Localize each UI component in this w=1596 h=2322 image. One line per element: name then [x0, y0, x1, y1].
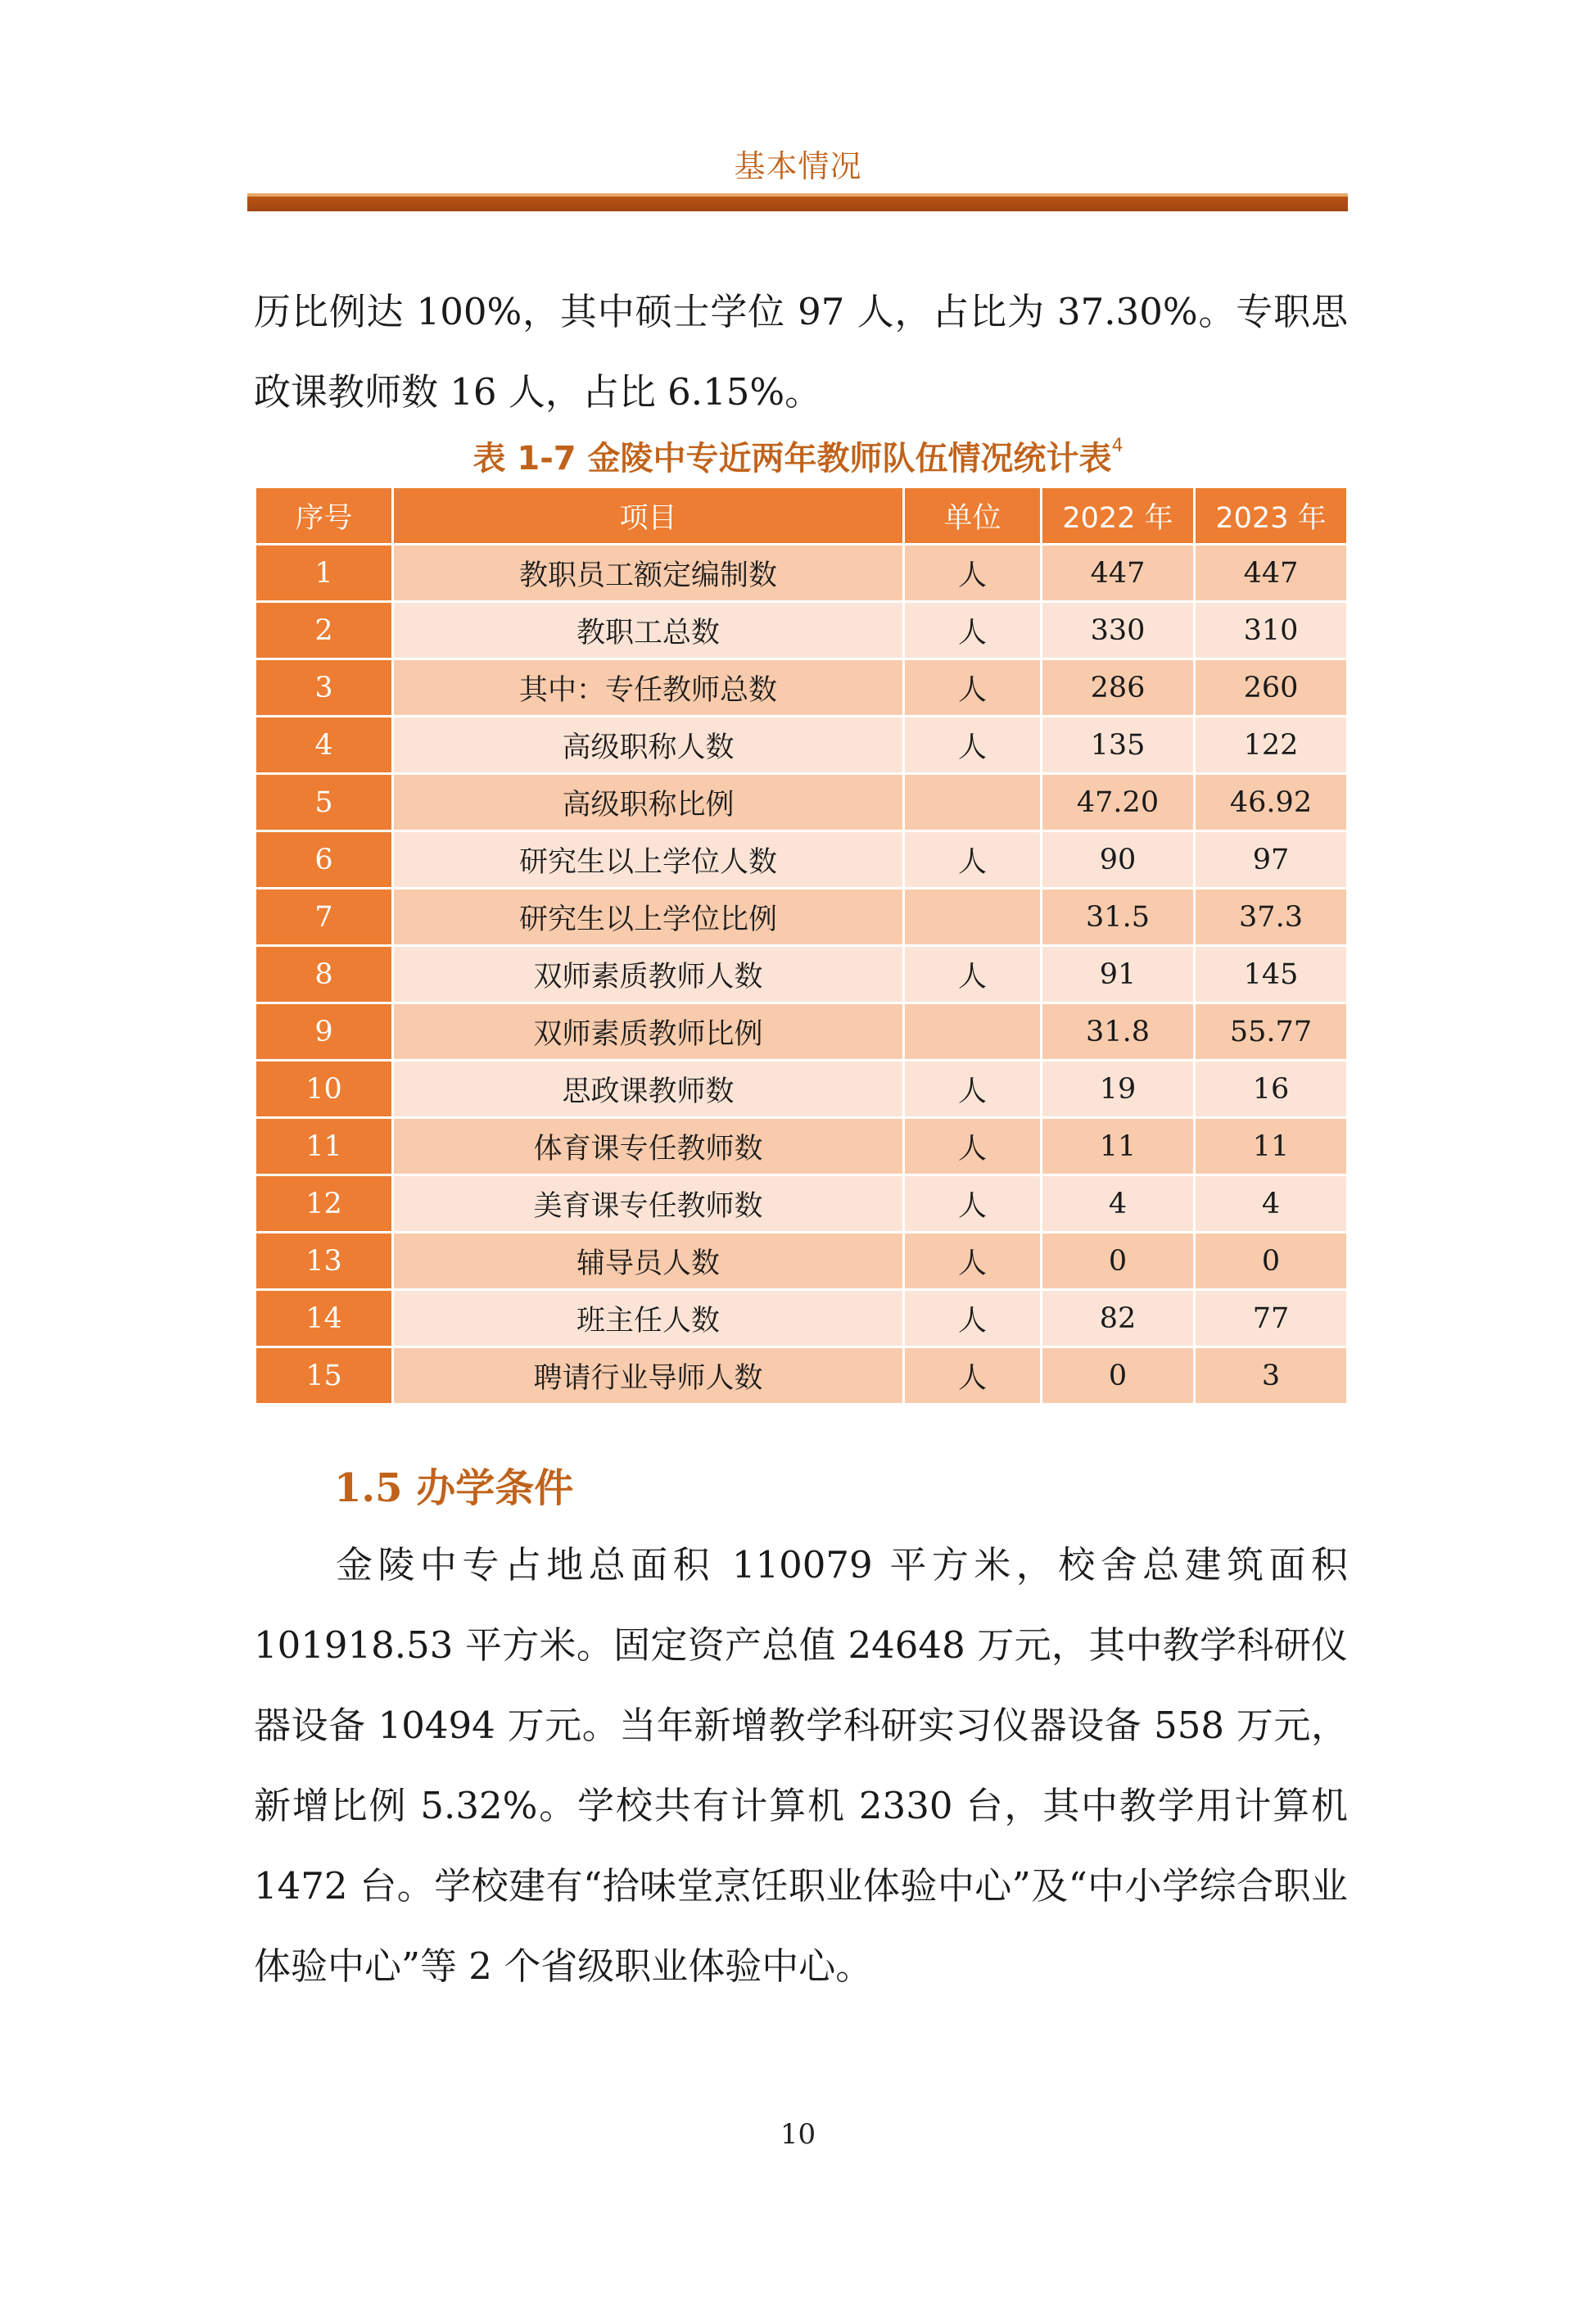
table-cell-y2022: 82	[1042, 1290, 1195, 1347]
table-cell-no: 15	[255, 1347, 393, 1405]
table-cell-y2023: 310	[1195, 602, 1348, 659]
table-row	[255, 1347, 1348, 1405]
table-cell-item: 高级职称比例	[393, 774, 904, 831]
page-number: 10	[780, 2118, 816, 2151]
table-cell-y2023: 260	[1195, 659, 1348, 717]
column-header: 2023 年	[1195, 487, 1348, 545]
table-body	[255, 545, 1348, 1405]
table-row	[255, 1290, 1348, 1347]
table-cell-y2023: 16	[1195, 1061, 1348, 1118]
table-cell-y2022: 135	[1042, 717, 1195, 774]
table-row	[255, 659, 1348, 717]
table-cell-y2023: 77	[1195, 1290, 1348, 1347]
column-header: 单位	[904, 487, 1042, 545]
table-cell-unit: 人	[904, 946, 1042, 1003]
table-cell-y2022: 19	[1042, 1061, 1195, 1118]
table-cell-y2022: 447	[1042, 545, 1195, 602]
table-cell-y2023: 447	[1195, 545, 1348, 602]
table-cell-unit: 人	[904, 717, 1042, 774]
table-cell-item: 双师素质教师人数	[393, 946, 904, 1003]
table-cell-y2022: 11	[1042, 1118, 1195, 1175]
table-caption-text: 表 1-7 金陵中专近两年教师队伍情况统计表	[472, 440, 1112, 478]
table-cell-unit: 人	[904, 1347, 1042, 1405]
table-cell-item: 教职工总数	[393, 602, 904, 659]
table-cell-unit: 人	[904, 1290, 1042, 1347]
table-row	[255, 774, 1348, 831]
table-header-row	[255, 487, 1348, 545]
table-row	[255, 545, 1348, 602]
table-cell-item: 聘请行业导师人数	[393, 1347, 904, 1405]
table-cell-y2023: 37.3	[1195, 889, 1348, 946]
column-header: 2022 年	[1042, 487, 1195, 545]
table-cell-y2023: 97	[1195, 831, 1348, 889]
table-cell-no: 12	[255, 1175, 393, 1233]
table-cell-item: 体育课专任教师数	[393, 1118, 904, 1175]
table-cell-y2022: 31.8	[1042, 1003, 1195, 1061]
column-header: 序号	[255, 487, 393, 545]
table-cell-y2023: 0	[1195, 1233, 1348, 1290]
table-cell-y2022: 330	[1042, 602, 1195, 659]
table-cell-unit: 人	[904, 1175, 1042, 1233]
table-cell-item: 思政课教师数	[393, 1061, 904, 1118]
table-row	[255, 1233, 1348, 1290]
table-row	[255, 1061, 1348, 1118]
table-cell-y2022: 0	[1042, 1233, 1195, 1290]
table-cell-y2022: 47.20	[1042, 774, 1195, 831]
table-cell-no: 7	[255, 889, 393, 946]
table-cell-y2022: 31.5	[1042, 889, 1195, 946]
table-cell-item: 美育课专任教师数	[393, 1175, 904, 1233]
table-cell-no: 8	[255, 946, 393, 1003]
table-cell-item: 其中：专任教师总数	[393, 659, 904, 717]
running-header-title: 基本情况	[734, 148, 862, 184]
table-row	[255, 1118, 1348, 1175]
table-row	[255, 946, 1348, 1003]
table-cell-y2023: 55.77	[1195, 1003, 1348, 1061]
table-cell-unit	[904, 774, 1042, 831]
footnote-marker: 4	[1111, 436, 1124, 456]
table-cell-item: 班主任人数	[393, 1290, 904, 1347]
table-cell-y2022: 4	[1042, 1175, 1195, 1233]
table-cell-item: 研究生以上学位比例	[393, 889, 904, 946]
table-row	[255, 889, 1348, 946]
table-cell-item: 高级职称人数	[393, 717, 904, 774]
table-cell-y2022: 0	[1042, 1347, 1195, 1405]
table-cell-y2023: 46.92	[1195, 774, 1348, 831]
table-cell-unit	[904, 1003, 1042, 1061]
table-cell-no: 9	[255, 1003, 393, 1061]
section-paragraph: 金陵中专占地总面积 110079 平方米，校舍总建筑面积 101918.53 平方米。固定资产总值 24648 万元，其中教学科研仪器设备 10494 万元。当年新增教学科研实习仪器设备 558 万元，新增比例 5.32%。学校共有计算机 2330 台，其中教学用计算机 1472 台。学校建有“拾味堂烹饪职业体验中心”及“中小学综合职业体验中心”等 2 个省级职业体验中心。	[254, 1543, 1348, 1988]
table-cell-y2023: 11	[1195, 1118, 1348, 1175]
table-cell-unit: 人	[904, 831, 1042, 889]
header-divider	[247, 193, 1348, 211]
table-cell-y2022: 286	[1042, 659, 1195, 717]
table-cell-no: 2	[255, 602, 393, 659]
table-cell-unit: 人	[904, 659, 1042, 717]
column-header: 项目	[393, 487, 904, 545]
table-row	[255, 717, 1348, 774]
table-cell-y2022: 91	[1042, 946, 1195, 1003]
table-cell-no: 11	[255, 1118, 393, 1175]
table-cell-item: 双师素质教师比例	[393, 1003, 904, 1061]
table-cell-item: 教职员工额定编制数	[393, 545, 904, 602]
table-cell-no: 5	[255, 774, 393, 831]
table-row	[255, 1003, 1348, 1061]
table-cell-no: 4	[255, 717, 393, 774]
section-heading: 1.5 办学条件	[334, 1465, 574, 1511]
table-cell-unit	[904, 889, 1042, 946]
table-cell-no: 1	[255, 545, 393, 602]
table-cell-unit: 人	[904, 1118, 1042, 1175]
table-cell-no: 13	[255, 1233, 393, 1290]
teacher-statistics-table	[254, 486, 1349, 1405]
table-row	[255, 1175, 1348, 1233]
table-row	[255, 602, 1348, 659]
intro-paragraph: 历比例达 100%，其中硕士学位 97 人，占比为 37.30%。专职思政课教师数 16 人，占比 6.15%。	[254, 290, 1348, 414]
table-cell-unit: 人	[904, 1233, 1042, 1290]
table-cell-y2023: 4	[1195, 1175, 1348, 1233]
table-cell-no: 10	[255, 1061, 393, 1118]
table-cell-unit: 人	[904, 1061, 1042, 1118]
table-row	[255, 831, 1348, 889]
table-cell-item: 辅导员人数	[393, 1233, 904, 1290]
table-cell-unit: 人	[904, 602, 1042, 659]
table-cell-no: 6	[255, 831, 393, 889]
table-cell-no: 3	[255, 659, 393, 717]
table-cell-y2023: 3	[1195, 1347, 1348, 1405]
table-cell-item: 研究生以上学位人数	[393, 831, 904, 889]
table-cell-unit: 人	[904, 545, 1042, 602]
table-cell-y2023: 122	[1195, 717, 1348, 774]
table-caption	[0, 432, 1596, 479]
table-cell-y2022: 90	[1042, 831, 1195, 889]
table-cell-y2023: 145	[1195, 946, 1348, 1003]
table-cell-no: 14	[255, 1290, 393, 1347]
